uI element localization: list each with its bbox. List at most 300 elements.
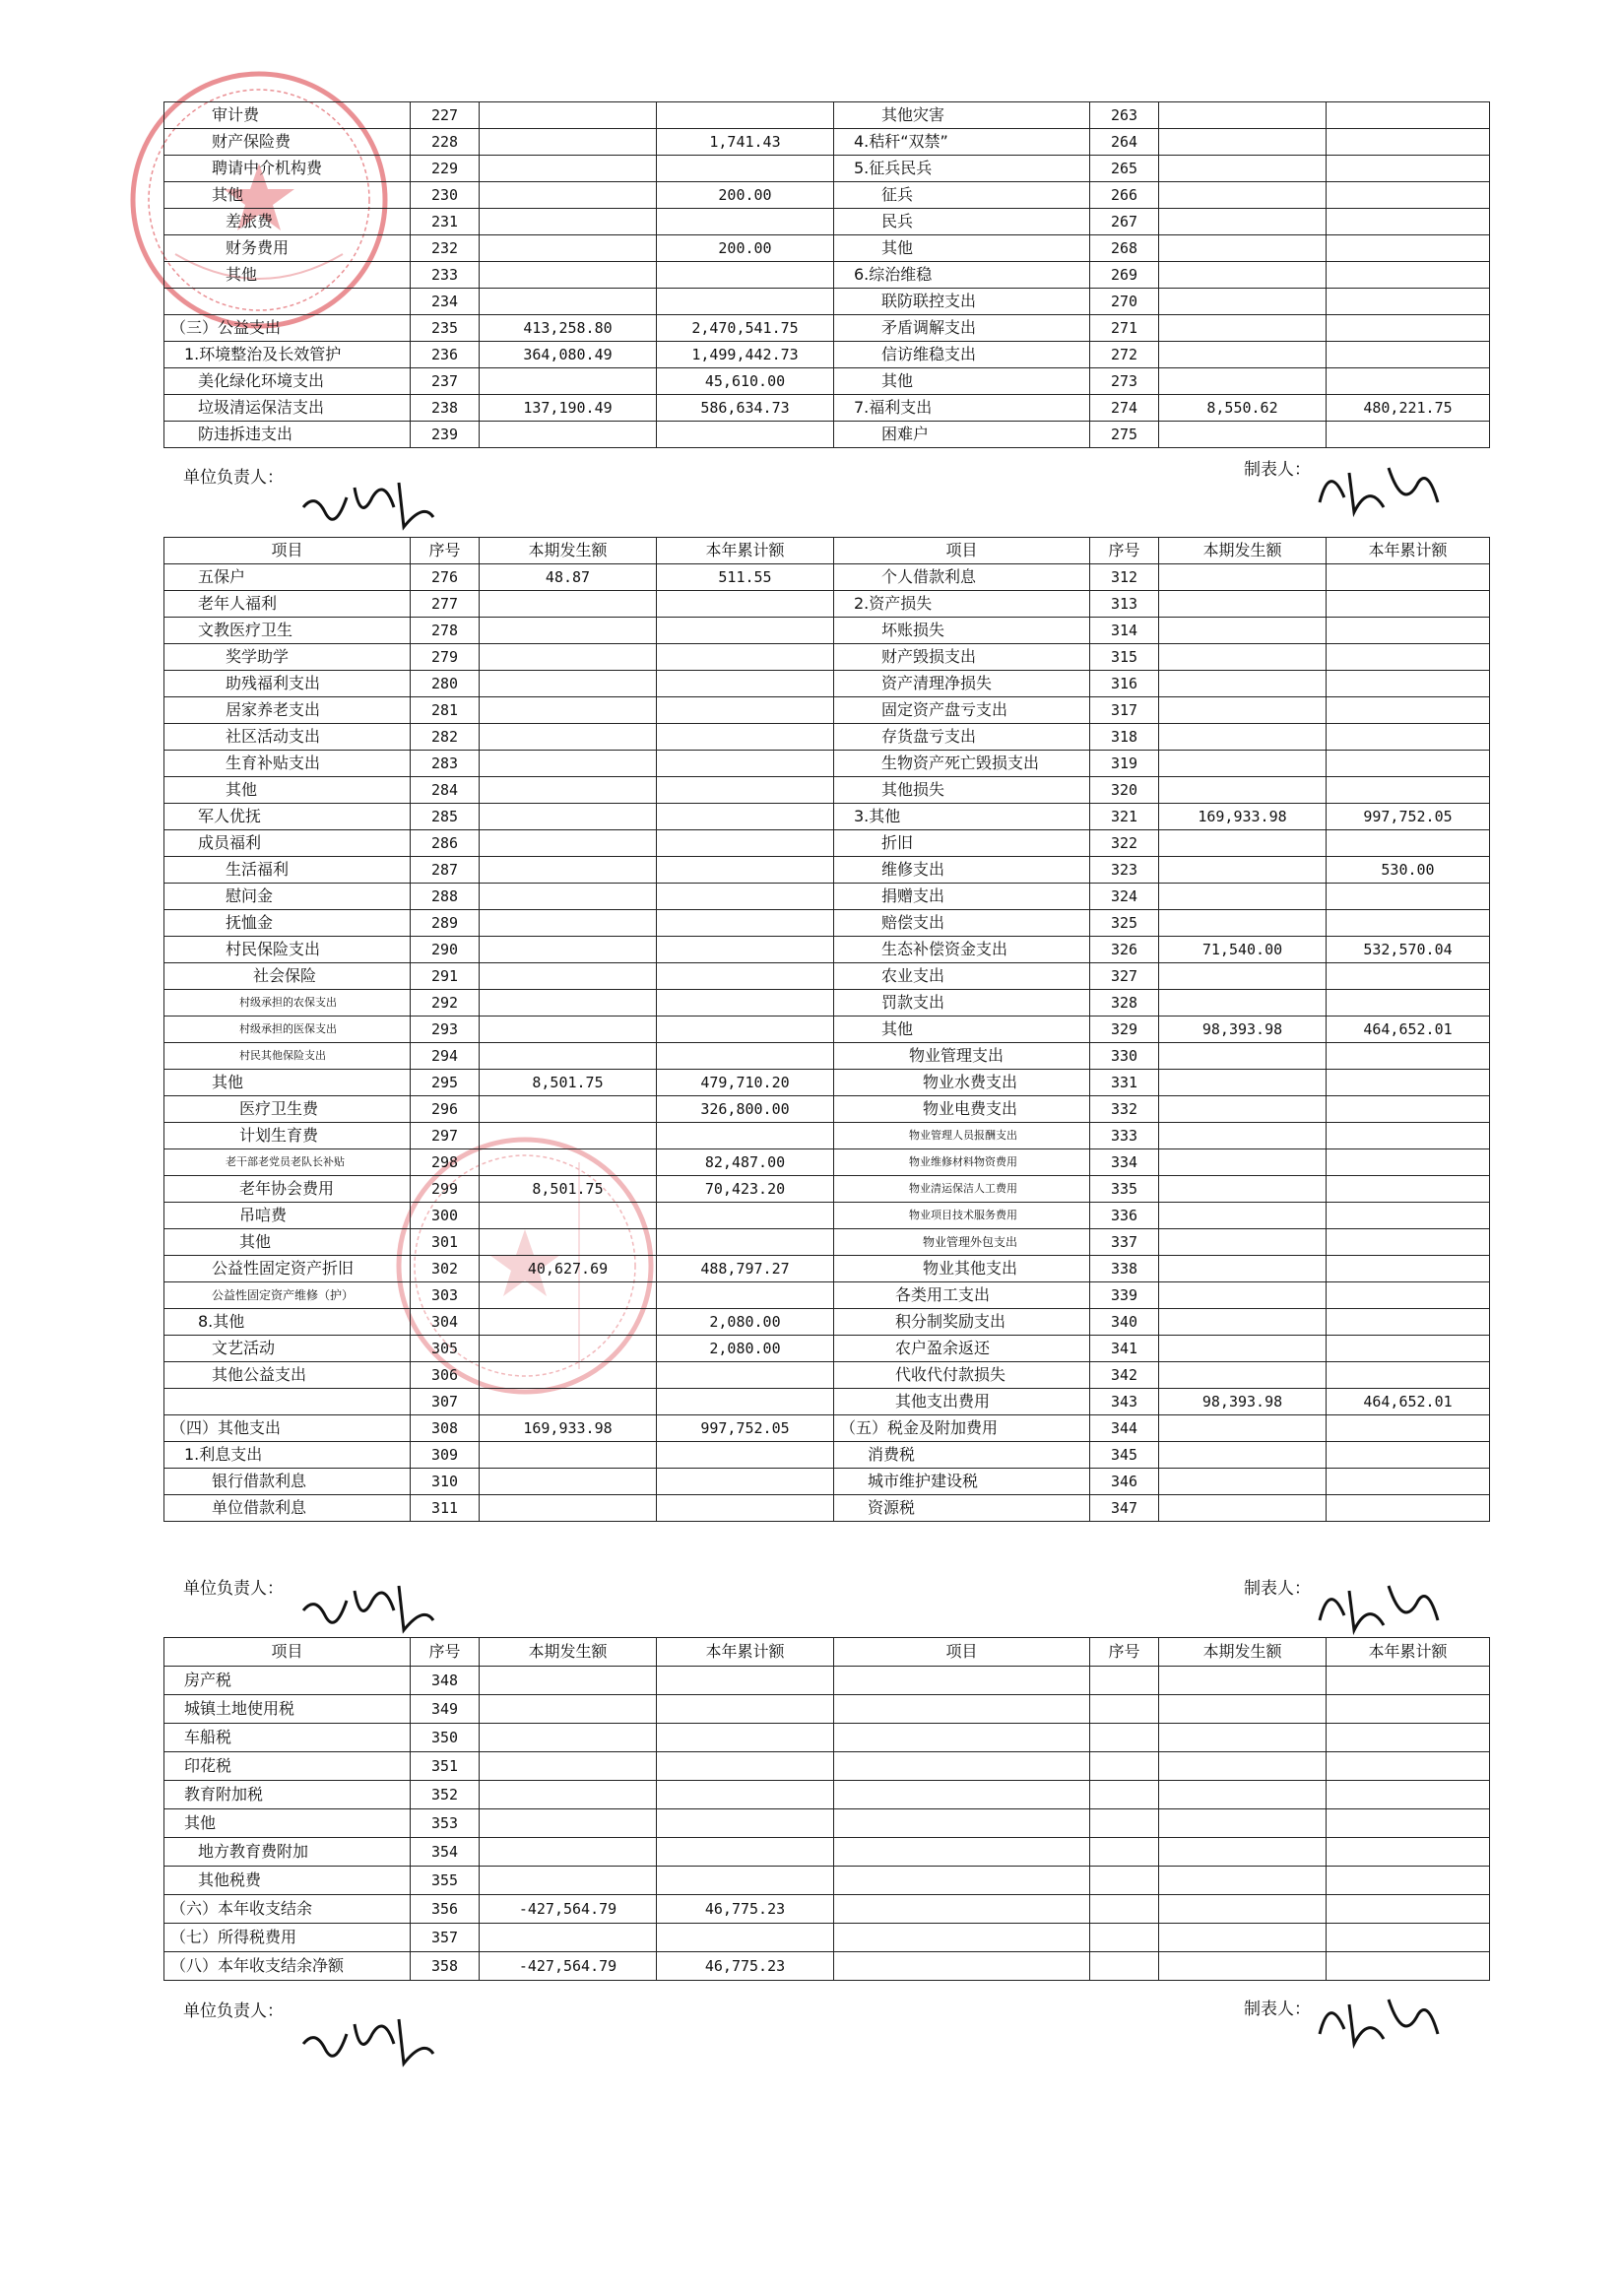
left-ytd-amount: 2,470,541.75 (657, 315, 834, 342)
left-period-amount (480, 1867, 657, 1895)
table-row (164, 1017, 1490, 1043)
right-seq-cell (1090, 1781, 1159, 1809)
left-ytd-amount: 2,080.00 (657, 1336, 834, 1362)
right-ytd-amount (1327, 1695, 1490, 1724)
right-period-amount (1159, 1229, 1327, 1256)
right-ytd-amount (1327, 990, 1490, 1017)
preparer-signature-2 (1310, 1571, 1448, 1640)
right-item-cell: （五）税金及附加费用 (834, 1415, 1090, 1442)
right-item-cell: 物业管理支出 (834, 1043, 1090, 1070)
unit-head-label-1: 单位负责人： (183, 468, 284, 488)
right-ytd-amount (1327, 963, 1490, 990)
right-period-amount (1159, 1362, 1327, 1389)
right-seq-cell: 345 (1090, 1442, 1159, 1469)
right-item-cell: 6.综治维稳 (834, 262, 1090, 289)
left-seq-cell: 309 (411, 1442, 480, 1469)
left-period-amount: 8,501.75 (480, 1070, 657, 1096)
left-item-cell: 村民其他保险支出 (164, 1043, 411, 1070)
table-row (164, 368, 1490, 395)
left-ytd-amount (657, 724, 834, 751)
right-ytd-amount (1327, 262, 1490, 289)
table-row (164, 315, 1490, 342)
left-seq-cell: 277 (411, 591, 480, 618)
left-ytd-amount (657, 1752, 834, 1781)
right-ytd-amount (1327, 1667, 1490, 1695)
table-row (164, 235, 1490, 262)
table-row (164, 1838, 1490, 1867)
left-item-cell: 村民保险支出 (164, 937, 411, 963)
left-item-cell: 城镇土地使用税 (164, 1695, 411, 1724)
right-seq-cell (1090, 1724, 1159, 1752)
left-item-cell: 老年人福利 (164, 591, 411, 618)
preparer-signature-3 (1310, 1985, 1448, 2054)
right-ytd-amount (1327, 564, 1490, 591)
left-period-amount (480, 368, 657, 395)
left-item-cell: 聘请中介机构费 (164, 156, 411, 182)
left-period-amount (480, 102, 657, 129)
right-item-cell: 积分制奖励支出 (834, 1309, 1090, 1336)
right-ytd-amount: 532,570.04 (1327, 937, 1490, 963)
left-seq-cell: 227 (411, 102, 480, 129)
table-row (164, 129, 1490, 156)
left-item-cell: 吊唁费 (164, 1203, 411, 1229)
table-row (164, 724, 1490, 751)
left-item-cell: 军人优抚 (164, 804, 411, 830)
left-period-amount (480, 963, 657, 990)
left-seq-cell: 287 (411, 857, 480, 884)
right-period-amount (1159, 830, 1327, 857)
right-item-cell: 其他损失 (834, 777, 1090, 804)
left-period-amount (480, 1724, 657, 1752)
right-seq-cell: 336 (1090, 1203, 1159, 1229)
right-seq-cell (1090, 1895, 1159, 1924)
left-period-amount (480, 156, 657, 182)
left-period-amount (480, 830, 657, 857)
table-row (164, 1203, 1490, 1229)
left-seq-cell: 230 (411, 182, 480, 209)
left-seq-cell: 295 (411, 1070, 480, 1096)
left-item-cell: 财务费用 (164, 235, 411, 262)
right-item-cell: 资产清理净损失 (834, 671, 1090, 697)
left-ytd-amount (657, 1809, 834, 1838)
left-ytd-amount (657, 1469, 834, 1495)
right-ytd-amount (1327, 830, 1490, 857)
table-row (164, 963, 1490, 990)
left-seq-cell: 278 (411, 618, 480, 644)
right-item-cell: 其他灾害 (834, 102, 1090, 129)
left-ytd-amount (657, 644, 834, 671)
left-seq-cell: 348 (411, 1667, 480, 1695)
right-ytd-amount (1327, 1895, 1490, 1924)
right-period-amount (1159, 1952, 1327, 1981)
right-seq-cell: 346 (1090, 1469, 1159, 1495)
left-period-amount (480, 289, 657, 315)
right-ytd-amount (1327, 1838, 1490, 1867)
right-ytd-amount (1327, 591, 1490, 618)
right-ytd-amount (1327, 910, 1490, 937)
right-seq-cell: 321 (1090, 804, 1159, 830)
right-ytd-amount (1327, 1924, 1490, 1952)
unit-head-signature-2 (295, 1571, 443, 1640)
right-item-cell: 个人借款利息 (834, 564, 1090, 591)
table-row (164, 1282, 1490, 1309)
preparer-signature-1 (1310, 453, 1448, 522)
left-seq-cell: 304 (411, 1309, 480, 1336)
right-seq-cell: 269 (1090, 262, 1159, 289)
right-ytd-amount (1327, 1282, 1490, 1309)
right-ytd-amount (1327, 1070, 1490, 1096)
right-item-cell (834, 1895, 1090, 1924)
left-item-cell: 居家养老支出 (164, 697, 411, 724)
left-ytd-amount (657, 1017, 834, 1043)
left-item-cell: 其他 (164, 1229, 411, 1256)
left-period-amount (480, 1924, 657, 1952)
right-seq-cell (1090, 1752, 1159, 1781)
left-item-cell: 村级承担的医保支出 (164, 1017, 411, 1043)
left-period-amount (480, 591, 657, 618)
left-seq-cell: 311 (411, 1495, 480, 1522)
table-row (164, 1724, 1490, 1752)
right-item-cell: 物业管理外包支出 (834, 1229, 1090, 1256)
right-ytd-amount (1327, 1176, 1490, 1203)
right-seq-cell: 328 (1090, 990, 1159, 1017)
right-item-cell: 各类用工支出 (834, 1282, 1090, 1309)
right-seq-cell: 268 (1090, 235, 1159, 262)
left-period-amount (480, 235, 657, 262)
left-seq-cell: 239 (411, 422, 480, 448)
right-period-amount (1159, 1724, 1327, 1752)
right-period-amount (1159, 1282, 1327, 1309)
right-item-cell: 联防联控支出 (834, 289, 1090, 315)
tax-table (163, 1637, 1490, 1981)
right-period-amount (1159, 1256, 1327, 1282)
table-row (164, 1895, 1490, 1924)
unit-head-signature-3 (295, 2004, 443, 2073)
table-row (164, 1867, 1490, 1895)
right-item-cell (834, 1724, 1090, 1752)
right-ytd-amount: 464,652.01 (1327, 1017, 1490, 1043)
right-item-cell: 2.资产损失 (834, 591, 1090, 618)
left-item-cell: （六）本年收支结余 (164, 1895, 411, 1924)
left-period-amount (480, 1336, 657, 1362)
right-item-cell: 5.征兵民兵 (834, 156, 1090, 182)
left-period-amount (480, 262, 657, 289)
right-seq-cell: 265 (1090, 156, 1159, 182)
left-period-amount: -427,564.79 (480, 1895, 657, 1924)
left-item-cell: 其他 (164, 1809, 411, 1838)
right-period-amount (1159, 156, 1327, 182)
right-ytd-amount (1327, 644, 1490, 671)
right-item-cell: 资源税 (834, 1495, 1090, 1522)
left-ytd-amount: 1,499,442.73 (657, 342, 834, 368)
right-period-amount (1159, 315, 1327, 342)
table-row (164, 1336, 1490, 1362)
right-seq-cell: 335 (1090, 1176, 1159, 1203)
right-seq-cell: 339 (1090, 1282, 1159, 1309)
col-seq-header: 序号 (411, 1638, 480, 1667)
left-item-cell: 村级承担的农保支出 (164, 990, 411, 1017)
right-seq-cell: 317 (1090, 697, 1159, 724)
left-ytd-amount (657, 1362, 834, 1389)
left-period-amount (480, 422, 657, 448)
left-item-cell: 社会保险 (164, 963, 411, 990)
right-item-cell: 消费税 (834, 1442, 1090, 1469)
right-period-amount (1159, 1336, 1327, 1362)
right-period-amount (1159, 697, 1327, 724)
left-ytd-amount (657, 1695, 834, 1724)
right-period-amount (1159, 1123, 1327, 1149)
right-seq-cell (1090, 1809, 1159, 1838)
expense-table-2 (163, 537, 1490, 1522)
left-period-amount (480, 1017, 657, 1043)
right-ytd-amount (1327, 1809, 1490, 1838)
left-ytd-amount (657, 1442, 834, 1469)
table-row (164, 564, 1490, 591)
left-item-cell: （四）其他支出 (164, 1415, 411, 1442)
table-row (164, 644, 1490, 671)
right-seq-cell: 313 (1090, 591, 1159, 618)
left-ytd-amount (657, 289, 834, 315)
right-period-amount (1159, 1924, 1327, 1952)
left-ytd-amount (657, 209, 834, 235)
right-seq-cell (1090, 1838, 1159, 1867)
right-period-amount (1159, 182, 1327, 209)
right-ytd-amount (1327, 289, 1490, 315)
table-row (164, 1149, 1490, 1176)
left-seq-cell: 307 (411, 1389, 480, 1415)
left-seq-cell: 292 (411, 990, 480, 1017)
left-period-amount (480, 1282, 657, 1309)
left-item-cell: 1.利息支出 (164, 1442, 411, 1469)
right-item-cell: 赔偿支出 (834, 910, 1090, 937)
right-period-amount (1159, 1809, 1327, 1838)
right-item-cell: 代收代付款损失 (834, 1362, 1090, 1389)
right-period-amount (1159, 1442, 1327, 1469)
right-period-amount (1159, 1070, 1327, 1096)
col-period-header: 本期发生额 (1159, 538, 1327, 564)
left-seq-cell: 306 (411, 1362, 480, 1389)
left-seq-cell: 279 (411, 644, 480, 671)
left-ytd-amount (657, 1667, 834, 1695)
table-row (164, 777, 1490, 804)
left-item-cell: 医疗卫生费 (164, 1096, 411, 1123)
right-item-cell: 生态补偿资金支出 (834, 937, 1090, 963)
right-period-amount (1159, 591, 1327, 618)
right-ytd-amount (1327, 1336, 1490, 1362)
left-seq-cell: 288 (411, 884, 480, 910)
right-ytd-amount (1327, 1752, 1490, 1781)
right-ytd-amount (1327, 751, 1490, 777)
table-row (164, 671, 1490, 697)
right-item-cell (834, 1924, 1090, 1952)
right-period-amount (1159, 1043, 1327, 1070)
expense-table-1 (163, 101, 1490, 448)
left-ytd-amount (657, 422, 834, 448)
left-seq-cell: 282 (411, 724, 480, 751)
right-item-cell: 民兵 (834, 209, 1090, 235)
right-item-cell: 捐赠支出 (834, 884, 1090, 910)
right-seq-cell: 337 (1090, 1229, 1159, 1256)
right-item-cell: 物业电费支出 (834, 1096, 1090, 1123)
table-row (164, 1415, 1490, 1442)
right-seq-cell: 326 (1090, 937, 1159, 963)
right-ytd-amount (1327, 368, 1490, 395)
left-ytd-amount (657, 1282, 834, 1309)
right-seq-cell: 332 (1090, 1096, 1159, 1123)
left-ytd-amount: 200.00 (657, 235, 834, 262)
right-period-amount (1159, 262, 1327, 289)
left-period-amount: 48.87 (480, 564, 657, 591)
table-row (164, 1752, 1490, 1781)
right-period-amount (1159, 1895, 1327, 1924)
left-item-cell (164, 289, 411, 315)
col-item-header: 项目 (834, 1638, 1090, 1667)
left-item-cell: 老干部老党员老队长补贴 (164, 1149, 411, 1176)
table-row (164, 209, 1490, 235)
right-item-cell (834, 1838, 1090, 1867)
table-row (164, 1781, 1490, 1809)
left-ytd-amount (657, 990, 834, 1017)
left-ytd-amount (657, 102, 834, 129)
left-item-cell: 8.其他 (164, 1309, 411, 1336)
right-period-amount (1159, 884, 1327, 910)
left-item-cell: 文艺活动 (164, 1336, 411, 1362)
left-ytd-amount (657, 884, 834, 910)
table-row (164, 1667, 1490, 1695)
left-period-amount (480, 910, 657, 937)
right-item-cell: 4.秸秆“双禁” (834, 129, 1090, 156)
left-ytd-amount (657, 751, 834, 777)
left-ytd-amount (657, 591, 834, 618)
right-ytd-amount (1327, 102, 1490, 129)
table-row (164, 102, 1490, 129)
left-period-amount (480, 724, 657, 751)
right-seq-cell: 342 (1090, 1362, 1159, 1389)
left-item-cell: 房产税 (164, 1667, 411, 1695)
table-row (164, 289, 1490, 315)
right-item-cell: 坏账损失 (834, 618, 1090, 644)
right-seq-cell: 273 (1090, 368, 1159, 395)
left-ytd-amount (657, 1867, 834, 1895)
table-row (164, 1389, 1490, 1415)
right-period-amount (1159, 1495, 1327, 1522)
right-seq-cell: 270 (1090, 289, 1159, 315)
right-ytd-amount (1327, 209, 1490, 235)
right-seq-cell: 324 (1090, 884, 1159, 910)
right-ytd-amount (1327, 156, 1490, 182)
left-seq-cell: 300 (411, 1203, 480, 1229)
col-item-header: 项目 (834, 538, 1090, 564)
table-row (164, 1442, 1490, 1469)
left-ytd-amount (657, 671, 834, 697)
left-seq-cell: 299 (411, 1176, 480, 1203)
left-period-amount (480, 777, 657, 804)
right-seq-cell: 325 (1090, 910, 1159, 937)
left-seq-cell: 296 (411, 1096, 480, 1123)
right-seq-cell (1090, 1667, 1159, 1695)
table-row (164, 1096, 1490, 1123)
left-seq-cell: 238 (411, 395, 480, 422)
right-item-cell: 信访维稳支出 (834, 342, 1090, 368)
right-ytd-amount (1327, 618, 1490, 644)
col-period-header: 本期发生额 (480, 1638, 657, 1667)
right-item-cell: 困难户 (834, 422, 1090, 448)
right-item-cell: 城市维护建设税 (834, 1469, 1090, 1495)
left-seq-cell: 233 (411, 262, 480, 289)
right-period-amount: 169,933.98 (1159, 804, 1327, 830)
left-item-cell: 公益性固定资产折旧 (164, 1256, 411, 1282)
right-ytd-amount (1327, 1229, 1490, 1256)
left-ytd-amount: 326,800.00 (657, 1096, 834, 1123)
right-item-cell: 财产毁损支出 (834, 644, 1090, 671)
right-period-amount (1159, 1752, 1327, 1781)
right-period-amount (1159, 671, 1327, 697)
left-seq-cell: 291 (411, 963, 480, 990)
left-item-cell: 抚恤金 (164, 910, 411, 937)
right-period-amount (1159, 102, 1327, 129)
right-ytd-amount: 530.00 (1327, 857, 1490, 884)
right-seq-cell: 344 (1090, 1415, 1159, 1442)
left-ytd-amount (657, 262, 834, 289)
left-item-cell: 文教医疗卫生 (164, 618, 411, 644)
table-row (164, 937, 1490, 963)
right-period-amount (1159, 235, 1327, 262)
right-period-amount (1159, 724, 1327, 751)
table-row (164, 1176, 1490, 1203)
right-seq-cell: 341 (1090, 1336, 1159, 1362)
right-ytd-amount (1327, 1256, 1490, 1282)
right-item-cell: 农户盈余返还 (834, 1336, 1090, 1362)
left-item-cell: 生活福利 (164, 857, 411, 884)
left-period-amount (480, 990, 657, 1017)
right-item-cell (834, 1667, 1090, 1695)
right-seq-cell (1090, 1695, 1159, 1724)
right-period-amount (1159, 618, 1327, 644)
left-ytd-amount (657, 156, 834, 182)
left-period-amount (480, 857, 657, 884)
left-ytd-amount (657, 618, 834, 644)
left-period-amount (480, 1667, 657, 1695)
left-seq-cell: 349 (411, 1695, 480, 1724)
left-ytd-amount (657, 1229, 834, 1256)
right-period-amount (1159, 644, 1327, 671)
right-ytd-amount (1327, 422, 1490, 448)
left-seq-cell: 297 (411, 1123, 480, 1149)
left-ytd-amount: 46,775.23 (657, 1952, 834, 1981)
right-seq-cell: 319 (1090, 751, 1159, 777)
right-seq-cell: 343 (1090, 1389, 1159, 1415)
left-item-cell: 美化绿化环境支出 (164, 368, 411, 395)
left-ytd-amount: 46,775.23 (657, 1895, 834, 1924)
left-ytd-amount (657, 937, 834, 963)
left-period-amount (480, 182, 657, 209)
left-period-amount: 137,190.49 (480, 395, 657, 422)
left-period-amount (480, 1362, 657, 1389)
left-ytd-amount (657, 777, 834, 804)
right-ytd-amount (1327, 1495, 1490, 1522)
left-seq-cell: 283 (411, 751, 480, 777)
left-item-cell: 财产保险费 (164, 129, 411, 156)
left-seq-cell: 276 (411, 564, 480, 591)
right-seq-cell: 340 (1090, 1309, 1159, 1336)
left-item-cell: 1.环境整治及长效管护 (164, 342, 411, 368)
left-period-amount (480, 1781, 657, 1809)
right-item-cell: 农业支出 (834, 963, 1090, 990)
table-row (164, 618, 1490, 644)
right-period-amount (1159, 368, 1327, 395)
left-ytd-amount (657, 910, 834, 937)
left-seq-cell: 354 (411, 1838, 480, 1867)
